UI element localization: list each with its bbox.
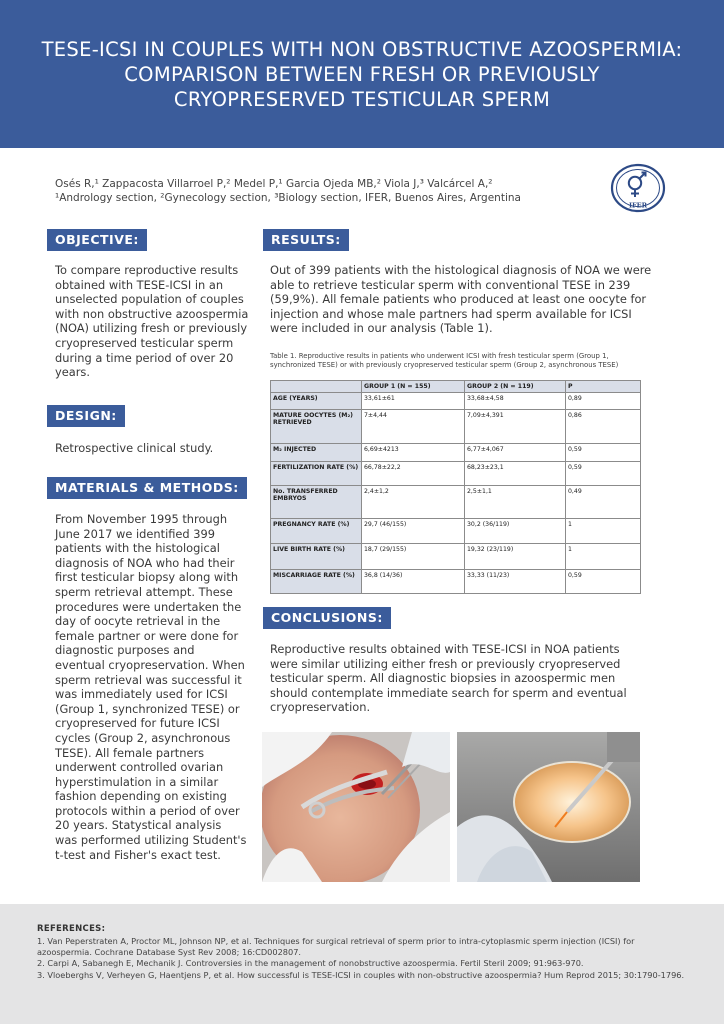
table-row <box>271 570 641 594</box>
author-affiliations: ¹Andrology section, ²Gynecology section, ³Biology section, IFER, Buenos Aires, Argentina <box>55 192 521 204</box>
table-header-cell: P <box>566 381 641 393</box>
table-cell: 33,68±4,58 <box>465 393 566 410</box>
row-label: FERTILIZATION RATE (%) <box>271 462 362 486</box>
table-cell: 30,2 (36/119) <box>465 519 566 544</box>
table-header-cell: GROUP 2 (N = 119) <box>465 381 566 393</box>
table-cell: 7±4,44 <box>362 410 465 444</box>
objective-text: To compare reproductive results obtained with TESE-ICSI in an unselected population of couples with non obstructive azoospermia (NOA) utilizing fresh or previously cryopreserved testicular sperm during a time period of over 20 years. <box>55 263 249 380</box>
table-cell: 1 <box>566 519 641 544</box>
surgery-photo <box>262 732 450 882</box>
results-label: RESULTS: <box>263 229 349 251</box>
table-cell: 68,23±23,1 <box>465 462 566 486</box>
table-cell: 2,5±1,1 <box>465 486 566 519</box>
table-cell: 33,33 (11/23) <box>465 570 566 594</box>
table-row <box>271 393 641 410</box>
table-header-cell: GROUP 1 (N = 155) <box>362 381 465 393</box>
row-label: AGE (YEARS) <box>271 393 362 410</box>
results-table <box>270 380 641 594</box>
ifer-logo <box>610 163 666 213</box>
results-text: Out of 399 patients with the histological diagnosis of NOA we were able to retrieve testicular sperm with conventional TESE in 239 (59,9%). All female patients who produced at least one oocyte for injection and whose male partners had sperm available for ICSI were included in our analysis (Table 1). <box>270 263 652 336</box>
reference-item: 3. Vloeberghs V, Verheyen G, Haentjens P, et al. How successful is TESE-ICSI in couples with non-obstructive azoospermia? Hum Reprod 2015; 30:1790-1796. <box>37 969 685 980</box>
table-caption: Table 1. Reproductive results in patients who underwent ICSI with fresh testicular sperm (Group 1, synchronized TESE) or with previously cryopreserved testicular sperm (Group 2, asynchronous TESE) <box>270 352 619 369</box>
reference-item: 2. Carpi A, Sabanegh E, Mechanik J. Controversies in the management of nonobstructive azoospermia. Fertil Steril 2009; 91:963-970. <box>37 958 584 969</box>
row-label: MISCARRIAGE RATE (%) <box>271 570 362 594</box>
title-banner <box>0 0 724 148</box>
table-cell: 6,77±4,067 <box>465 444 566 462</box>
table-cell: 0,86 <box>566 410 641 444</box>
table-header-cell <box>271 381 362 393</box>
conclusions-label: CONCLUSIONS: <box>263 607 391 629</box>
row-label: PREGNANCY RATE (%) <box>271 519 362 544</box>
references-list <box>37 936 687 981</box>
authors-block <box>55 177 521 205</box>
design-label: DESIGN: <box>47 405 125 427</box>
methods-text: From November 1995 through June 2017 we identified 399 patients with the histological diagnosis of NOA who had their first testicular biopsy along with sperm retrieval attempt. These procedures were undertaken the day of oocyte retrieval in the female partner or were done for diagnostic purposes and eventual cryopreservation. When sperm retrieval was successful it was immediately used for ICSI (Group 1, synchronized TESE) or cryopreserved for future ICSI cycles (Group 2, asynchronous TESE). All female partners underwent controlled ovarian hyperstimulation in a similar fashion depending on existing protocols within a period of over 20 years. Statystical analysis was performed utilizing Student's t-test and Fisher's exact test. <box>55 512 247 862</box>
objective-label: OBJECTIVE: <box>47 229 147 251</box>
table-cell: 66,78±22,2 <box>362 462 465 486</box>
table-cell: 2,4±1,2 <box>362 486 465 519</box>
table-header-row <box>271 381 641 393</box>
table-row <box>271 486 641 519</box>
table-cell: 33,61±61 <box>362 393 465 410</box>
row-label: LIVE BIRTH RATE (%) <box>271 544 362 570</box>
table-cell: 1 <box>566 544 641 570</box>
logo-text: IFER <box>628 201 648 210</box>
table-row <box>271 519 641 544</box>
table-cell: 0,89 <box>566 393 641 410</box>
poster-title: TESE-ICSI IN COUPLES WITH NON OBSTRUCTIVE AZOOSPERMIA: COMPARISON BETWEEN FRESH OR PREVIOUSLY CRYOPRESERVED TESTICULAR SPERM <box>41 37 683 111</box>
table-cell: 6,69±4213 <box>362 444 465 462</box>
table-row <box>271 544 641 570</box>
table-cell: 18,7 (29/155) <box>362 544 465 570</box>
row-label: No. TRANSFERRED EMBRYOS <box>271 486 362 519</box>
table-cell: 36,8 (14/36) <box>362 570 465 594</box>
table-cell: 0,59 <box>566 462 641 486</box>
table-row <box>271 444 641 462</box>
table-cell: 0,49 <box>566 486 641 519</box>
row-label: M₂ INJECTED <box>271 444 362 462</box>
table-cell: 0,59 <box>566 444 641 462</box>
row-label: MATURE OOCYTES (M₂) RETRIEVED <box>271 410 362 444</box>
reference-item: 1. Van Peperstraten A, Proctor ML, Johnson NP, et al. Techniques for surgical retrieval of sperm prior to intra-cytoplasmic sperm injection (ICSI) for azoospermia. Cochrane Database Syst Rev 2008; 16:CD002807. <box>37 936 635 958</box>
table-cell: 19,32 (23/119) <box>465 544 566 570</box>
author-names: Osés R,¹ Zappacosta Villarroel P,² Medel P,¹ Garcia Ojeda MB,² Viola J,³ Valcárcel A,² <box>55 178 493 190</box>
table-cell: 29,7 (46/155) <box>362 519 465 544</box>
table-row <box>271 462 641 486</box>
table-cell: 7,09±4,391 <box>465 410 566 444</box>
methods-label: MATERIALS & METHODS: <box>47 477 247 499</box>
design-text: Retrospective clinical study. <box>55 441 214 455</box>
references-title: REFERENCES: <box>37 924 106 934</box>
table-cell: 0,59 <box>566 570 641 594</box>
conclusions-text: Reproductive results obtained with TESE-ICSI in NOA patients were similar utilizing either fresh or previously cryopreserved testicular sperm. All diagnostic biopsies in azoospermic men should contemplate immediate search for sperm and eventual cryopreservation. <box>270 642 627 715</box>
lab-photo <box>457 732 640 882</box>
table-row <box>271 410 641 444</box>
